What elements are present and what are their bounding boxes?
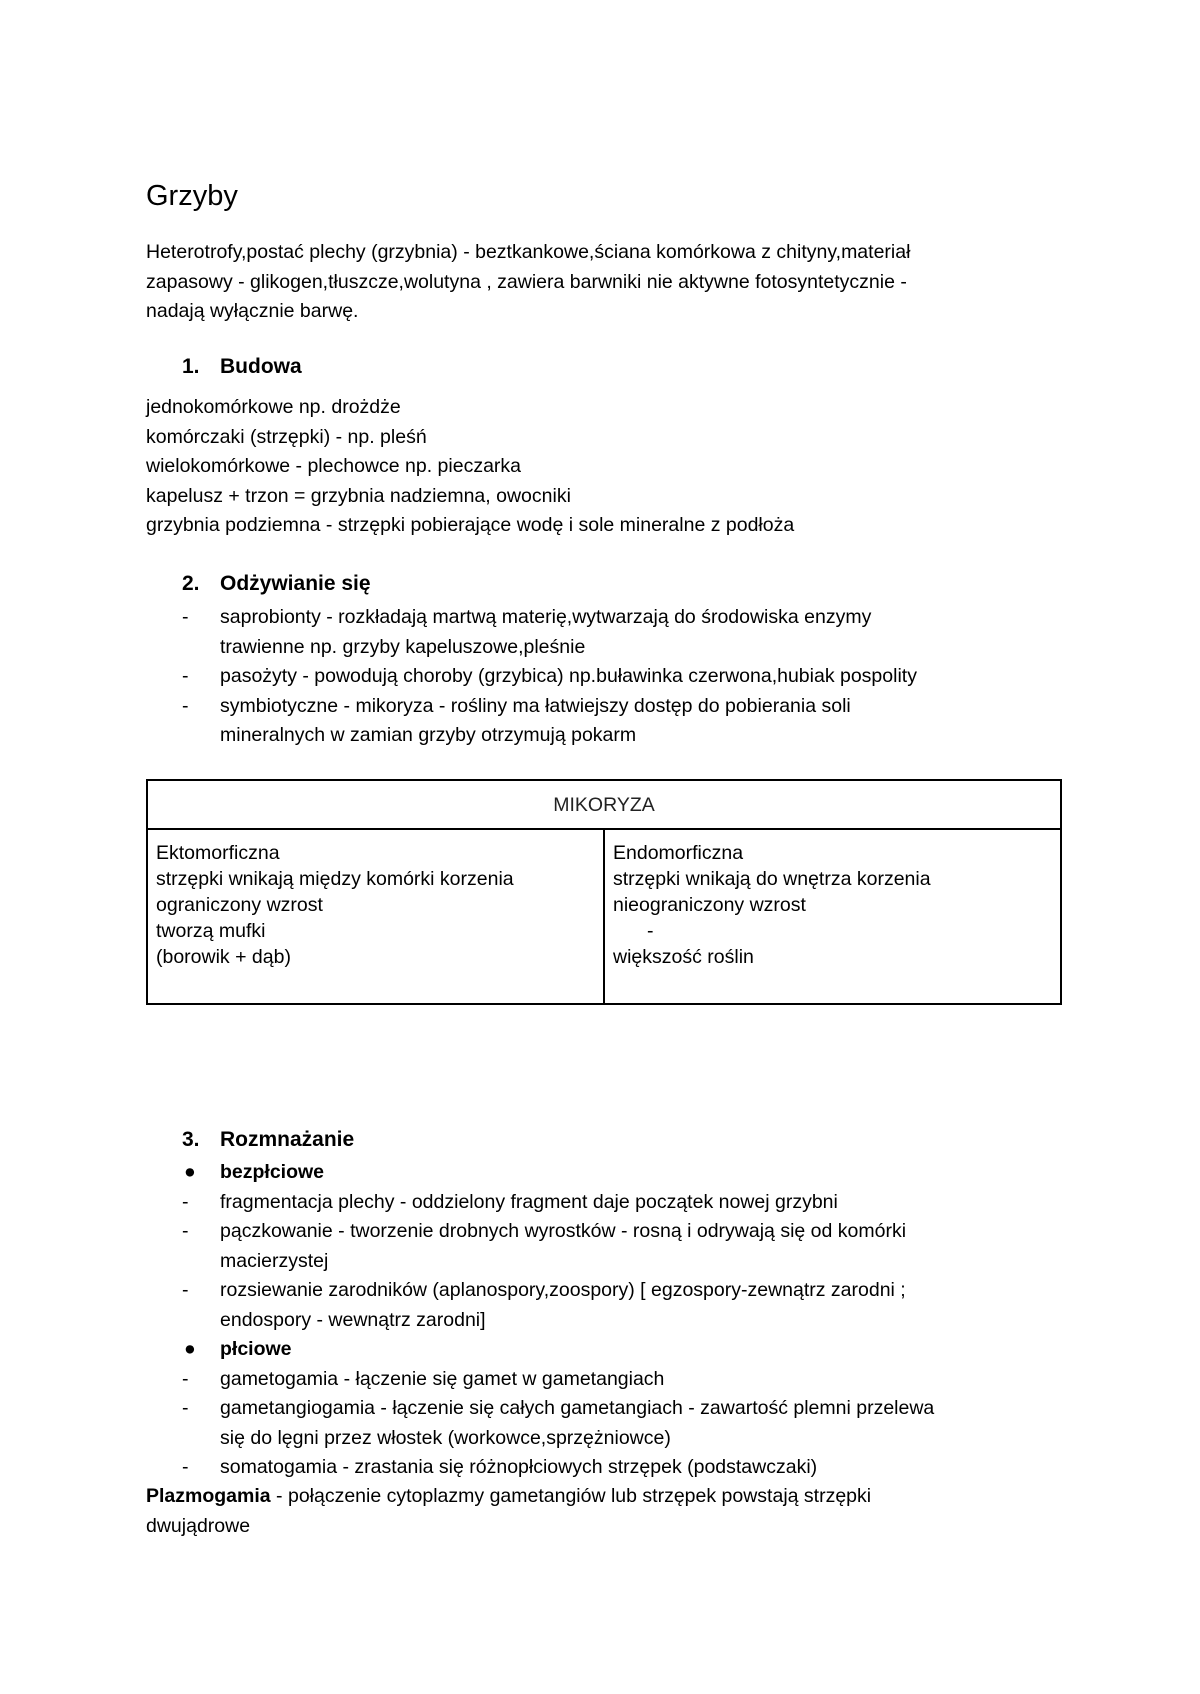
cell-line: strzępki wnikają między komórki korzenia xyxy=(156,868,514,890)
list-item-line: rozsiewanie zarodników (aplanospory,zoospory) [ egzospory-zewnątrz zarodni ; xyxy=(220,1279,906,1301)
mikoryza-table xyxy=(146,779,1062,1005)
list-item-line: gametogamia - łączenie się gamet w gametangiach xyxy=(220,1367,665,1390)
cell-line: (borowik + dąb) xyxy=(156,946,291,968)
paragraph-line: dwujądrowe xyxy=(146,1514,251,1537)
dash-marker: - xyxy=(182,665,189,687)
list-item: kapelusz + trzon = grzybnia nadziemna, owocniki xyxy=(146,484,571,507)
intro-paragraph xyxy=(146,238,1046,327)
list-item xyxy=(182,1365,1042,1395)
list-item-line: endospory - wewnątrz zarodni] xyxy=(220,1308,486,1331)
table-header: MIKORYZA xyxy=(147,780,1061,829)
cell-line: większość roślin xyxy=(613,946,754,968)
intro-line: nadają wyłącznie barwę. xyxy=(146,300,359,322)
list-item: wielokomórkowe - plechowce np. pieczarka xyxy=(146,455,522,477)
section-heading-rozmnazanie xyxy=(182,1128,354,1152)
page-title: Grzyby xyxy=(146,180,238,212)
section-heading-budowa xyxy=(182,355,302,379)
list-item: komórczaki (strzępki) - np. pleśń xyxy=(146,425,427,448)
intro-line: Heterotrofy,postać plechy (grzybnia) - beztkankowe,ściana komórkowa z chityny,materiał xyxy=(146,241,911,263)
list-item-line: pączkowanie - tworzenie drobnych wyrostków - rosną i odrywają się od komórki xyxy=(220,1220,907,1242)
list-item xyxy=(182,1453,1042,1483)
cell-line: - xyxy=(647,920,654,942)
list-item xyxy=(182,603,1042,662)
list-item-line: pasożyty - powodują choroby (grzybica) np.buławinka czerwona,hubiak pospolity xyxy=(220,665,917,687)
cell-line: strzępki wnikają do wnętrza korzenia xyxy=(613,868,931,890)
cell-line: tworzą mufki xyxy=(156,920,266,942)
list-item xyxy=(182,1188,1042,1218)
section-number: 1. xyxy=(182,355,200,378)
list-item-line: somatogamia - zrastania się różnopłciowych strzępek (podstawczaki) xyxy=(220,1456,818,1478)
bullet-label: płciowe xyxy=(220,1338,292,1360)
list-item: jednokomórkowe np. drożdże xyxy=(146,396,401,418)
section-number: 2. xyxy=(182,572,200,595)
bullet-item-bezplciowe xyxy=(182,1158,1042,1188)
table-cell-ektomorficzna xyxy=(147,829,604,1004)
section-title: Rozmnażanie xyxy=(220,1128,355,1151)
list-item: grzybnia podziemna - strzępki pobierające wodę i sole mineralne z podłoża xyxy=(146,514,795,536)
dash-marker: - xyxy=(182,1456,189,1478)
section-number: 3. xyxy=(182,1128,200,1151)
section-heading-odzywianie xyxy=(182,572,371,596)
section-title: Odżywianie się xyxy=(220,572,371,595)
odzywianie-list xyxy=(182,603,1042,751)
dash-marker: - xyxy=(182,1190,189,1213)
dash-marker: - xyxy=(182,1397,189,1419)
dash-marker: - xyxy=(182,606,189,628)
list-item-line: się do lęgni przez włostek (workowce,sprzężniowce) xyxy=(220,1426,671,1449)
list-item xyxy=(182,692,1042,751)
cell-line: Ektomorficzna xyxy=(156,842,280,864)
bullet-icon: ● xyxy=(184,1161,196,1183)
list-item-line: macierzystej xyxy=(220,1249,329,1272)
paragraph-line xyxy=(146,1482,1046,1512)
dash-marker: - xyxy=(182,1220,189,1242)
budowa-list xyxy=(146,393,1046,541)
cell-line: nieograniczony wzrost xyxy=(613,894,806,916)
plazmogamia-term: Plazmogamia xyxy=(146,1485,271,1507)
plazmogamia-definition: - połączenie cytoplazmy gametangiów lub strzępek powstają strzępki xyxy=(270,1485,872,1507)
bullet-item-plciowe xyxy=(182,1335,1042,1365)
intro-line: zapasowy - glikogen,tłuszcze,wolutyna , zawiera barwniki nie aktywne fotosyntetycznie - xyxy=(146,270,907,293)
rozmnazanie-list xyxy=(182,1158,1042,1483)
cell-line: ograniczony wzrost xyxy=(156,894,323,916)
bullet-label: bezpłciowe xyxy=(220,1161,325,1183)
bullet-icon: ● xyxy=(184,1338,196,1360)
dash-marker: - xyxy=(182,694,189,717)
cell-line: Endomorficzna xyxy=(613,842,744,864)
list-item-line: saprobionty - rozkładają martwą materię,wytwarzają do środowiska enzymy xyxy=(220,606,872,628)
table-cell-endomorficzna xyxy=(604,829,1061,1004)
list-item-line: gametangiogamia - łączenie się całych gametangiach - zawartość plemni przelewa xyxy=(220,1397,935,1419)
dash-marker: - xyxy=(182,1279,189,1301)
list-item-line: trawienne np. grzyby kapeluszowe,pleśnie xyxy=(220,635,586,658)
dash-marker: - xyxy=(182,1367,189,1390)
list-item xyxy=(182,1394,1042,1453)
list-item-line: fragmentacja plechy - oddzielony fragment daje początek nowej grzybni xyxy=(220,1190,838,1213)
list-item-line: symbiotyczne - mikoryza - rośliny ma łatwiejszy dostęp do pobierania soli xyxy=(220,694,851,717)
section-title: Budowa xyxy=(220,355,302,378)
list-item xyxy=(182,1217,1042,1276)
list-item xyxy=(182,1276,1042,1335)
list-item-line: mineralnych w zamian grzyby otrzymują pokarm xyxy=(220,724,637,746)
list-item xyxy=(182,662,1042,692)
plazmogamia-paragraph xyxy=(146,1482,1046,1541)
